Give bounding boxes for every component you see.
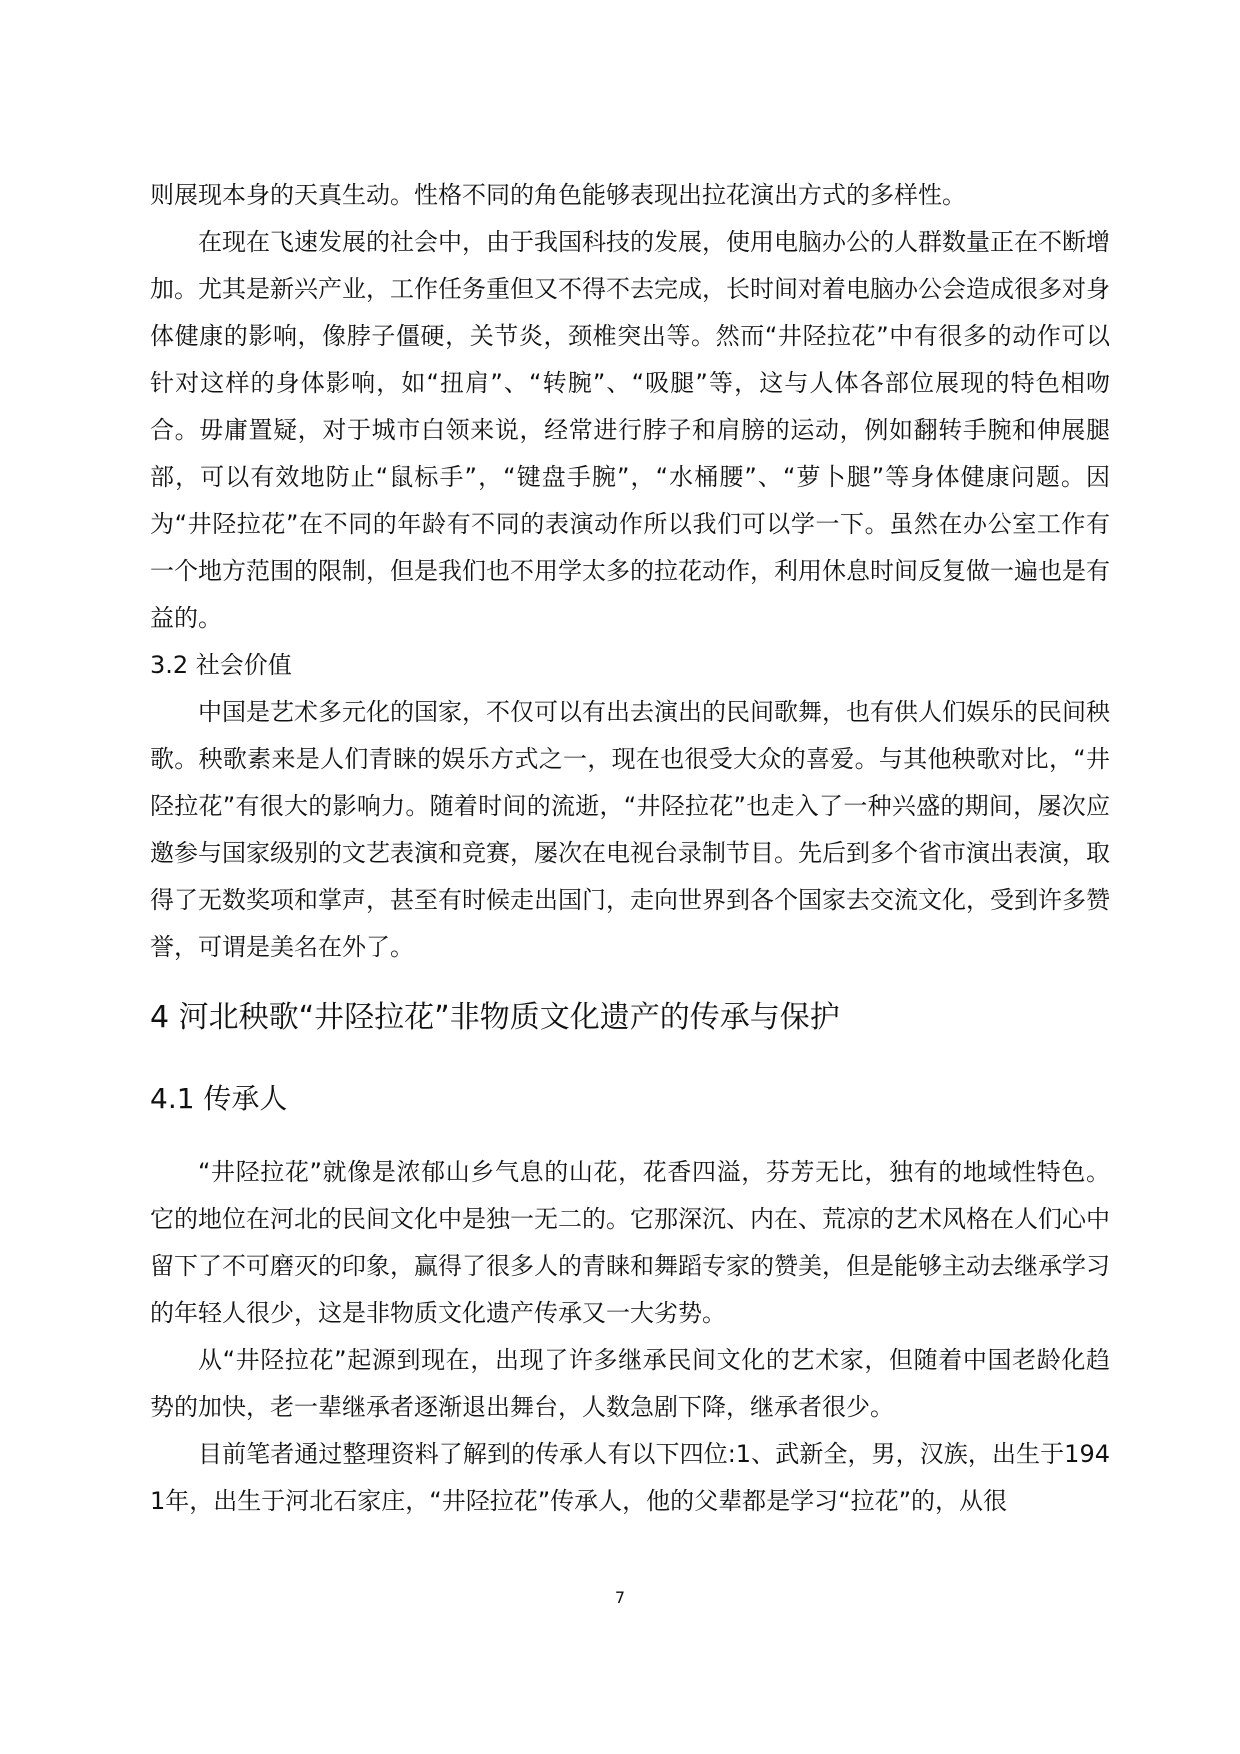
paragraph-continued: 则展现本身的天真生动。性格不同的角色能够表现出拉花演出方式的多样性。 [150, 181, 966, 209]
subsection-heading-3-2: 3.2 社会价值 [150, 651, 292, 679]
paragraph-inheritor-intro: “井陉拉花”就像是浓郁山乡气息的山花，花香四溢，芬芳无比，独有的地域性特色。它的地位在河北的民间文化中是独一无二的。它那深沉、内在、荒凉的艺术风格在人们心中留下了不可磨灭的印象，赢得了很多人的青睐和舞蹈专家的赞美，但是能够主动去继承学习的年轻人很少，这是非物质文化遗产传承又一大劣势。 [150, 1158, 1110, 1327]
section-heading-4-1: 4.1 传承人 [150, 1082, 288, 1115]
paragraph-social-value: 中国是艺术多元化的国家，不仅可以有出去演出的民间歌舞，也有供人们娱乐的民间秧歌。秧歌素来是人们青睐的娱乐方式之一，现在也很受大众的喜爱。与其他秧歌对比，“井陉拉花”有很大的影响力。随着时间的流逝，“井陉拉花”也走入了一种兴盛的期间，屡次应邀参与国家级别的文艺表演和竞赛，屡次在电视台录制节目。先后到多个省市演出表演，取得了无数奖项和掌声，甚至有时候走出国门，走向世界到各个国家去交流文化，受到许多赞誉，可谓是美名在外了。 [150, 698, 1110, 961]
chapter-heading-4: 4 河北秧歌“井陉拉花”非物质文化遗产的传承与保护 [150, 1000, 840, 1035]
page-number: 7 [614, 1588, 626, 1607]
page-content [150, 172, 1110, 1525]
paragraph-inheritor-list: 目前笔者通过整理资料了解到的传承人有以下四位:1、武新全，男，汉族，出生于1941年，出生于河北石家庄，“井陉拉花”传承人，他的父辈都是学习“拉花”的，从很 [150, 1440, 1110, 1515]
paragraph-office-health: 在现在飞速发展的社会中，由于我国科技的发展，使用电脑办公的人群数量正在不断增加。尤其是新兴产业，工作任务重但又不得不去完成，长时间对着电脑办公会造成很多对身体健康的影响，像脖子僵硬，关节炎，颈椎突出等。然而“井陉拉花”中有很多的动作可以针对这样的身体影响，如“扭肩”、“转腕”、“吸腿”等，这与人体各部位展现的特色相吻合。毋庸置疑，对于城市白领来说，经常进行脖子和肩膀的运动，例如翻转手腕和伸展腿部，可以有效地防止“鼠标手”，“键盘手腕”，“水桶腰”、“萝卜腿”等身体健康问题。因为“井陉拉花”在不同的年龄有不同的表演动作所以我们可以学一下。虽然在办公室工作有一个地方范围的限制，但是我们也不用学太多的拉花动作，利用休息时间反复做一遍也是有益的。 [150, 228, 1110, 632]
paragraph-inheritor-decline: 从“井陉拉花”起源到现在，出现了许多继承民间文化的艺术家，但随着中国老龄化趋势的加快，老一辈继承者逐渐退出舞台，人数急剧下降，继承者很少。 [150, 1346, 1110, 1421]
